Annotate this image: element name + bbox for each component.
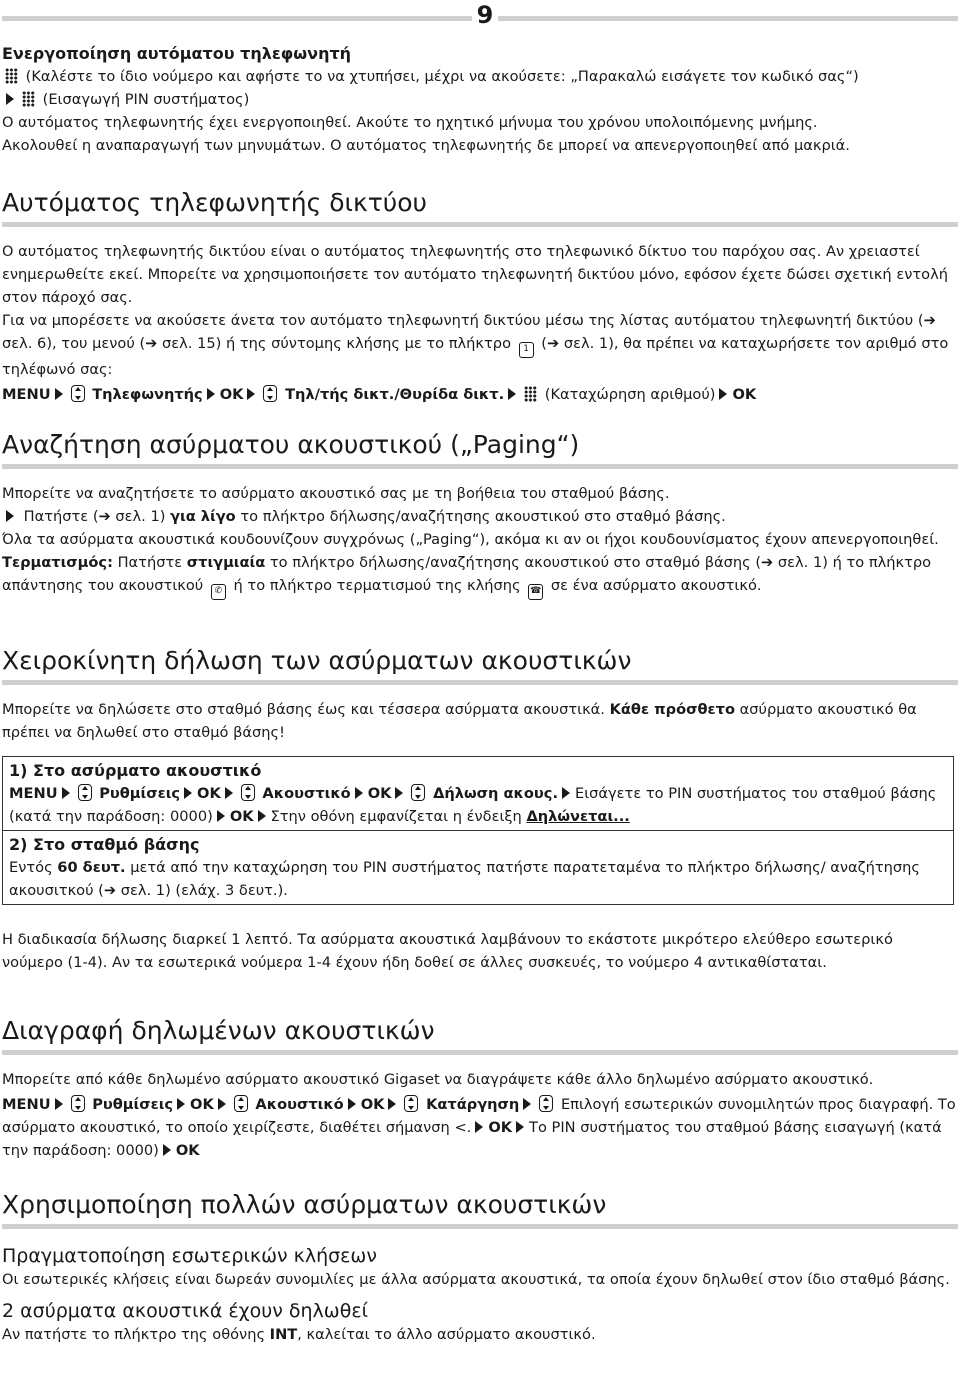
paragraph: Ακολουθεί η αναπαραγωγή των μηνυμάτων. Ο αυτόματος τηλεφωνητής δε μπορεί να απενεργοποιηθεί από μακριά. — [2, 137, 850, 154]
arrow-right-icon — [207, 388, 215, 400]
step-text: Το PIN συστήματος του σταθμού βάσης εισαγωγή (κατά την παράδοση: 0000) — [2, 1119, 942, 1159]
paragraph: Μπορείτε να αναζητήσετε το ασύρματο ακουστικό σας με τη βοήθεια του σταθμού βάσης. — [2, 485, 670, 502]
text: σελ. 1) ή το πλήκτρο απάντησης του ακουστικού — [2, 554, 932, 594]
section-paging — [2, 430, 958, 460]
arrow-right-icon — [508, 388, 516, 400]
arrow-right-icon — [163, 1144, 171, 1156]
arrow-right-icon — [225, 787, 233, 799]
menu-path — [9, 782, 947, 828]
section-title: Ενεργοποίηση αυτόματου τηλεφωνητή — [2, 44, 352, 63]
paragraph: Ο αυτόματος τηλεφωνητής έχει ενεργοποιηθεί. Ακούτε το ηχητικό μήνυμα του χρόνου υπολοιπόμενης μνήμης. — [2, 114, 818, 131]
reference-arrow-icon: ➔ — [98, 508, 111, 525]
talk-key-icon: ✆ — [211, 584, 226, 600]
navigation-key-icon — [234, 1095, 248, 1112]
step-text: (Καταχώρηση αριθμού) — [544, 386, 716, 403]
step-text: Στην οθόνη εμφανίζεται η ένδειξη — [270, 808, 522, 825]
emphasis: στιγμιαία — [186, 554, 266, 571]
text: σελ. 15) ή της σύντομης κλήσης με το πλήκτρο — [162, 335, 512, 352]
ok-label: OK — [197, 785, 221, 802]
section-title: Διαγραφή δηλωμένων ακουστικών — [2, 1016, 435, 1045]
menu-label: MENU — [2, 386, 51, 403]
keypad-icon — [22, 91, 35, 107]
section-rule — [2, 680, 958, 685]
paragraph — [2, 1323, 958, 1346]
menu-item: Ρυθμίσεις — [92, 1096, 174, 1113]
section-body — [2, 240, 958, 406]
arrow-right-icon — [475, 1121, 483, 1133]
navigation-key-icon — [404, 1095, 418, 1112]
menu-label: MENU — [9, 785, 58, 802]
text: Πατήστε — [117, 554, 183, 571]
paragraph: Ο αυτόματος τηλεφωνητής δικτύου είναι ο αυτόματος τηλεφωνητής στο τηλεφωνικό δίκτυο του παρόχου σας. Αν χρειαστεί ενημερωθείτε εκεί. Μπορείτε να χρησιμοποιήσετε τον αυτόματο τηλεφωνητή δικτύου μόνο, εφόσον έχετε δώσει σχετική εντολή στον πάροχό σας. — [2, 243, 948, 306]
arrow-right-icon — [177, 1098, 185, 1110]
text: σελ. 1), θα πρέπει να καταχωρήσετε τον αριθμό στο τηλέφωνό σας: — [2, 335, 949, 378]
section-body — [2, 698, 958, 744]
key-1-voicemail-icon: 1 — [519, 342, 534, 358]
arrow-right-icon — [247, 388, 255, 400]
navigation-key-icon — [241, 784, 255, 801]
emphasis: για λίγο — [170, 508, 236, 525]
arrow-right-icon — [388, 1098, 396, 1110]
arrow-right-icon — [62, 787, 70, 799]
arrow-right-icon — [355, 787, 363, 799]
section-deregister — [2, 1016, 958, 1046]
paragraph: Οι εσωτερικές κλήσεις είναι δωρεάν συνομιλίες με άλλα ασύρματα ακουστικά, τα οποία έχουν δηλωθεί στον ίδιο σταθμό βάσης. — [2, 1271, 950, 1288]
arrow-right-icon — [523, 1098, 531, 1110]
ok-label: OK — [732, 386, 757, 403]
display-text: Δηλώνεται... — [526, 808, 630, 825]
navigation-key-icon — [539, 1095, 553, 1112]
menu-item: Τηλεφωνητής — [92, 386, 203, 403]
arrow-right-icon — [348, 1098, 356, 1110]
text: ασύρματο ακουστικό θα πρέπει να δηλωθεί στο σταθμό βάσης! — [2, 701, 917, 741]
step-text: Επιλογή εσωτερικών συνομιλητών προς διαγραφή. Το ασύρματο ακουστικό, το οποίο χειρίζεστε, διαθέτει σήμανση <. — [2, 1096, 956, 1136]
subsection-title: 2 ασύρματα ακουστικά έχουν δηλωθεί — [2, 1300, 369, 1322]
emphasis: 60 δευτ. — [57, 859, 126, 876]
arrow-right-icon — [516, 1121, 524, 1133]
paragraph — [2, 551, 958, 600]
text: Για να μπορέσετε να ακούσετε άνετα τον αυτόματο τηλεφωνητή δικτύου μέσω της λίστας αυτόματου τηλεφωνητή δικτύου ( — [2, 312, 924, 329]
ok-label: OK — [175, 1142, 200, 1159]
paragraph: Μπορείτε από κάθε δηλωμένο ασύρματο ακουστικό Gigaset να διαγράψετε κάθε άλλο δηλωμένο ασύρματο ακουστικό. — [2, 1071, 874, 1088]
arrow-right-icon — [395, 787, 403, 799]
section-title: Αυτόματος τηλεφωνητής δικτύου — [2, 188, 427, 217]
ok-label: OK — [229, 808, 254, 825]
navigation-key-icon — [263, 385, 277, 402]
step-text: (Καλέστε το ίδιο νούμερο και αφήστε το να χτυπήσει, μέχρι να ακούσετε: „Παρακαλώ εισάγετε τον κωδικό σας“) — [25, 68, 859, 85]
menu-item: Ακουστικό — [262, 785, 351, 802]
keypad-icon — [5, 68, 18, 84]
step-line — [2, 505, 958, 528]
registration-steps-box — [2, 756, 954, 905]
text: σε ένα ασύρματο ακουστικό. — [550, 577, 762, 594]
section-rule — [2, 1050, 958, 1055]
ok-label: OK — [190, 1096, 214, 1113]
text: Πατήστε ( — [23, 508, 99, 525]
step-text — [9, 856, 947, 902]
ok-label: OK — [219, 386, 244, 403]
menu-item: Δήλωση ακους. — [433, 785, 558, 802]
ok-label: OK — [367, 785, 392, 802]
reference-arrow-icon: ➔ — [761, 554, 774, 571]
navigation-key-icon — [78, 784, 92, 801]
menu-item: Τηλ/τής δικτ./Θυρίδα δικτ. — [285, 386, 505, 403]
paragraph: Η διαδικασία δήλωσης διαρκεί 1 λεπτό. Τα ασύρματα ακουστικά λαμβάνουν το εκάστοτε μικρότερο ελεύθερο εσωτερικό νούμερο (1-4). Αν τα εσωτερικά νούμερα 1-4 έχουν ήδη δοθεί σε άλλες συσκευές, το νούμερο 4 αντικαθίσταται. — [2, 931, 893, 971]
text: Αν πατήστε το πλήκτρο της οθόνης — [2, 1326, 266, 1343]
arrow-right-icon — [562, 787, 570, 799]
text: μετά από την καταχώρηση του PIN συστήματος πατήστε παρατεταμένα το πλήκτρο δήλωσης/ αναζήτησης ακουσιτκού ( — [9, 859, 920, 899]
section-body — [2, 482, 958, 600]
page-number: 9 — [472, 0, 498, 30]
section-body — [2, 928, 958, 974]
text: σελ. 6), του μενού ( — [2, 335, 146, 352]
text: , καλείται το άλλο ασύρματο ακουστικό. — [297, 1326, 596, 1343]
step-line — [2, 88, 958, 111]
navigation-key-icon — [71, 385, 85, 402]
text: το πλήκτρο δήλωσης/αναζήτησης ακουστικού στο σταθμό βάσης. — [240, 508, 726, 525]
text: Μπορείτε να δηλώσετε στο σταθμό βάσης έως και τέσσερα ασύρματα ακουστικά. — [2, 701, 605, 718]
text: σελ. 1) (ελάχ. 3 δευτ.). — [120, 882, 288, 899]
keypad-icon — [524, 386, 537, 402]
reference-arrow-icon: ➔ — [103, 882, 117, 899]
arrow-right-icon — [184, 787, 192, 799]
box-section-base — [3, 831, 953, 904]
paragraph — [2, 698, 958, 744]
menu-path — [2, 1093, 958, 1162]
section-rule — [2, 1224, 958, 1229]
navigation-key-icon — [71, 1095, 85, 1112]
arrow-right-icon — [55, 1098, 63, 1110]
menu-item: Ρυθμίσεις — [99, 785, 181, 802]
text: Εντός — [9, 859, 53, 876]
ok-label: OK — [360, 1096, 385, 1113]
text: ή το πλήκτρο τερματισμού της κλήσης — [233, 577, 521, 594]
reference-arrow-icon: ➔ — [145, 335, 158, 352]
arrow-right-icon — [258, 810, 266, 822]
step-line — [2, 65, 958, 88]
box-title: 1) Στο ασύρματο ακουστικό — [9, 761, 262, 780]
arrow-right-icon — [719, 388, 727, 400]
reference-arrow-icon: ➔ — [547, 335, 560, 352]
subsection-title: Πραγματοποίηση εσωτερικών κλήσεων — [2, 1245, 377, 1267]
text: ( — [541, 335, 547, 352]
section-title: Χειροκίνητη δήλωση των ασύρματων ακουστικών — [2, 646, 632, 675]
menu-label: MENU — [2, 1096, 51, 1113]
text: σελ. 1) — [115, 508, 166, 525]
navigation-key-icon — [411, 784, 425, 801]
section-title: Χρησιμοποίηση πολλών ασύρματων ακουστικών — [2, 1190, 607, 1219]
section-network-mailbox — [2, 188, 958, 218]
ok-label: OK — [488, 1119, 513, 1136]
section-body — [2, 1244, 958, 1346]
section-activate-answering-machine — [2, 42, 958, 157]
section-title: Αναζήτηση ασύρματου ακουστικού („Paging“) — [2, 430, 580, 459]
section-body — [2, 1068, 958, 1162]
text: το πλήκτρο δήλωσης/αναζήτησης ακουστικού στο σταθμό βάσης ( — [269, 554, 762, 571]
key-label: INT — [269, 1326, 298, 1343]
box-title: 2) Στο σταθμό βάσης — [9, 835, 200, 854]
arrow-right-icon — [55, 388, 63, 400]
section-rule — [2, 222, 958, 227]
emphasis: Τερματισμός: — [2, 554, 113, 571]
section-multiple-handsets — [2, 1190, 958, 1220]
emphasis: Κάθε πρόσθετο — [609, 701, 736, 718]
section-manual-registration — [2, 646, 958, 676]
step-text: (Εισαγωγή PIN συστήματος) — [42, 91, 250, 108]
paragraph — [2, 309, 958, 381]
reference-arrow-icon: ➔ — [923, 312, 936, 329]
paragraph: Όλα τα ασύρματα ακουστικά κουδουνίζουν συγχρόνως („Paging“), ακόμα κι αν οι ήχοι κουδουνίσματος έχουν απενεργοποιηθεί. — [2, 531, 939, 548]
box-section-handset — [3, 757, 953, 830]
arrow-right-icon — [217, 810, 225, 822]
arrow-right-icon — [6, 93, 14, 105]
menu-item: Ακουστικό — [255, 1096, 344, 1113]
section-rule — [2, 464, 958, 469]
end-call-key-icon: ☎ — [528, 584, 543, 600]
menu-item: Κατάργηση — [426, 1096, 520, 1113]
step-text: Εισάγετε το PIN συστήματος του σταθμού βάσης (κατά την παράδοση: 0000) — [9, 785, 937, 825]
arrow-right-icon — [218, 1098, 226, 1110]
arrow-right-icon — [6, 510, 14, 522]
menu-path — [2, 383, 958, 406]
